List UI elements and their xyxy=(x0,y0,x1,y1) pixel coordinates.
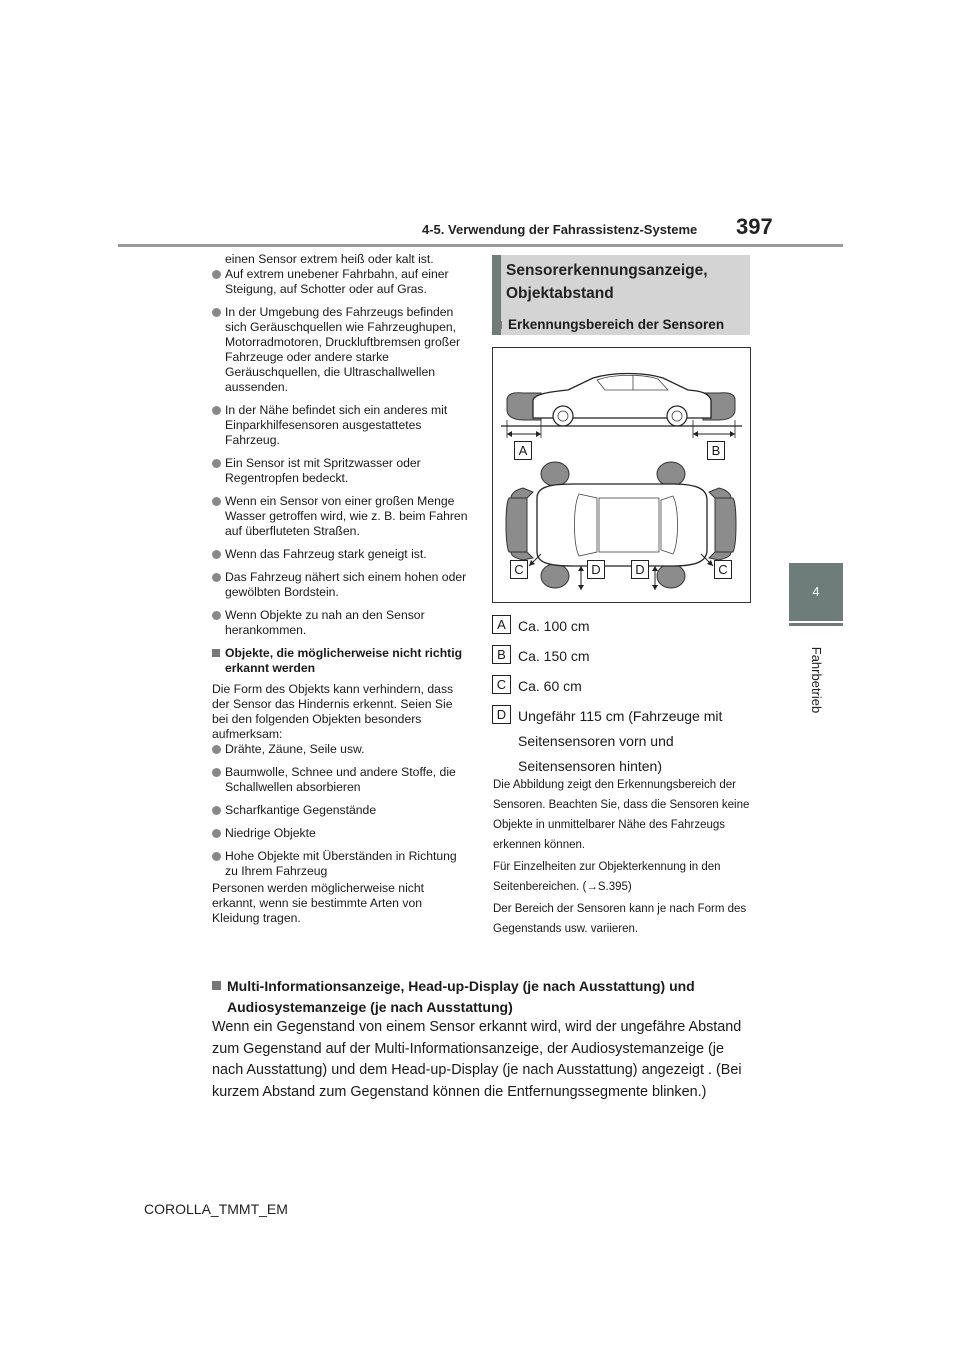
front-left-side-zone xyxy=(541,462,569,486)
dimension-label-a: A xyxy=(514,441,532,460)
bullet-icon xyxy=(212,308,221,317)
chapter-number: 4 xyxy=(812,584,820,599)
car-top-view xyxy=(537,484,707,566)
dimension-label-c-front: C xyxy=(510,560,528,579)
list-item-text: Drähte, Zäune, Seile usw. xyxy=(225,742,365,756)
subheading-text: Objekte, die möglicherweise nicht richtig erkannt werden xyxy=(225,646,463,675)
front-center-zone xyxy=(506,498,527,552)
bullet-icon xyxy=(212,745,221,754)
dimension-label-b: B xyxy=(707,441,725,460)
sensor-range-diagram xyxy=(492,347,751,603)
front-right-side-zone xyxy=(541,564,569,588)
bullet-icon xyxy=(212,406,221,415)
bullet-icon xyxy=(212,829,221,838)
list-item xyxy=(212,765,468,795)
section-title: Sensorerkennungsanzeige, Objektabstand xyxy=(506,262,708,302)
subheading xyxy=(494,317,768,332)
chapter-tab-label: Fahrbetrieb xyxy=(809,646,824,714)
car-sensor-illustration xyxy=(493,348,750,602)
bullet-icon xyxy=(212,550,221,559)
list-item xyxy=(212,608,468,638)
dimension-label-d-front: D xyxy=(587,560,605,579)
square-bullet-icon xyxy=(212,649,220,657)
list-item-text: In der Umgebung des Fahrzeugs befinden sich Geräuschquellen wie Fahrzeughupen, Motorradmotoren, Druckluftbremsen großer Fahrzeuge oder andere starke Geräuschquellen, die Ultraschallwellen aussenden. xyxy=(225,305,461,394)
rear-right-side-zone xyxy=(657,564,685,588)
legend-key: B xyxy=(492,645,511,664)
list-item-text: Baumwolle, Schnee und andere Stoffe, die Schallwellen absorbieren xyxy=(225,765,456,794)
bullet-icon xyxy=(212,497,221,506)
note-paragraph: Die Abbildung zeigt den Erkennungsbereich der Sensoren. Beachten Sie, dass die Sensoren keine Objekte in unmittelbarer Nähe des Fahrzeugs erkennen können. xyxy=(493,779,750,851)
tab-divider xyxy=(789,623,843,626)
legend-text: Ungefähr 115 cm (Fahrzeuge mit Seitensensoren vorn und Seitensensoren hinten) xyxy=(518,708,723,774)
dimension-label-d-rear: D xyxy=(631,560,649,579)
list-item xyxy=(212,456,468,486)
list-item-text: In der Nähe befindet sich ein anderes mit Einparkhilfesensoren ausgestattetes Fahrzeug. xyxy=(225,403,448,447)
note-paragraph: Für Einzelheiten zur Objekterkennung in den Seitenbereichen. (→S.395) xyxy=(493,861,721,893)
list-item xyxy=(212,826,468,841)
list-item xyxy=(212,570,468,600)
legend-key: A xyxy=(492,615,511,634)
bullet-icon xyxy=(212,806,221,815)
list-item xyxy=(212,494,468,539)
list-item xyxy=(212,547,468,562)
legend-text: Ca. 150 cm xyxy=(518,648,590,664)
note-paragraph: Der Bereich der Sensoren kann je nach Form des Gegenstands usw. variieren. xyxy=(493,903,747,935)
legend-text: Ca. 60 cm xyxy=(518,678,582,694)
bullet-icon xyxy=(212,852,221,861)
list-item-text: Das Fahrzeug nähert sich einem hohen oder gewölbten Bordstein. xyxy=(225,570,467,599)
legend-key: C xyxy=(492,675,511,694)
bullet-icon xyxy=(212,270,221,279)
legend-item-a xyxy=(492,614,762,639)
subheading xyxy=(212,646,468,676)
bullet-icon xyxy=(212,611,221,620)
legend-key: D xyxy=(492,705,511,724)
rear-center-zone xyxy=(715,498,736,552)
bullet-icon xyxy=(212,768,221,777)
chapter-tab[interactable] xyxy=(789,563,843,621)
list-item-text: Scharfkantige Gegenstände xyxy=(225,803,377,817)
legend-item-d xyxy=(492,704,737,779)
subheading xyxy=(212,976,777,1018)
bullet-icon xyxy=(212,573,221,582)
paragraph: Die Form des Objekts kann verhindern, dass der Sensor das Hindernis erkennt. Seien Sie bei den folgenden Objekten besonders aufmerksam: xyxy=(212,682,454,741)
notes xyxy=(493,775,751,941)
list-item xyxy=(212,742,468,757)
list-item-text: Wenn das Fahrzeug stark geneigt ist. xyxy=(225,547,427,561)
dimension-label-c-rear: C xyxy=(714,560,732,579)
paragraph: Personen werden möglicherweise nicht erkannt, wenn sie bestimmte Arten von Kleidung tragen. xyxy=(212,881,425,925)
legend-text: Ca. 100 cm xyxy=(518,618,590,634)
list-item xyxy=(212,403,468,448)
list-item-text: Wenn ein Sensor von einer großen Menge Wasser getroffen wird, wie z. B. beim Fahren auf überfluteten Straßen. xyxy=(225,494,468,538)
left-column xyxy=(212,252,468,926)
list-item-text: Wenn Objekte zu nah an den Sensor herankommen. xyxy=(225,608,425,637)
square-bullet-icon xyxy=(212,981,221,990)
list-item-text: Hohe Objekte mit Überständen in Richtung zu Ihrem Fahrzeug xyxy=(225,849,457,878)
header-divider xyxy=(118,244,843,247)
subheading-text: Erkennungsbereich der Sensoren xyxy=(508,317,725,332)
legend-item-b xyxy=(492,644,762,669)
list-item-text: Ein Sensor ist mit Spritzwasser oder Regentropfen bedeckt. xyxy=(225,456,421,485)
list-item-text: Auf extrem unebener Fahrbahn, auf einer Steigung, auf Schotter oder auf Gras. xyxy=(225,267,449,296)
square-bullet-icon xyxy=(494,321,502,329)
page-number: 397 xyxy=(736,214,773,239)
chapter-section-title: 4-5. Verwendung der Fahrassistenz-Systeme xyxy=(422,222,698,237)
legend-item-c xyxy=(492,674,762,699)
subheading-text: Multi-Informationsanzeige, Head-up-Display (je nach Ausstattung) und Audiosystemanzeige (je nach Ausstattung) xyxy=(227,978,695,1015)
list-item-text: Niedrige Objekte xyxy=(225,826,316,840)
continued-text: einen Sensor extrem heiß oder kalt ist. xyxy=(225,252,434,266)
document-code: COROLLA_TMMT_EM xyxy=(144,1201,288,1217)
rear-left-side-zone xyxy=(657,462,685,486)
body-paragraph: Wenn ein Gegenstand von einem Sensor erkannt wird, wird der ungefähre Abstand zum Gegenstand auf der Multi-Informationsanzeige, der Audiosystemanzeige (je nach Ausstattung) und dem Head-up-Display (je nach Ausstattung) angezeigt . (Bei kurzem Abstand zum Gegenstand können die Entfernungssegmente blinken.) xyxy=(212,1019,742,1100)
list-item xyxy=(212,267,468,297)
list-item xyxy=(212,803,468,818)
list-item xyxy=(212,849,468,879)
bullet-icon xyxy=(212,459,221,468)
list-item xyxy=(212,305,468,395)
